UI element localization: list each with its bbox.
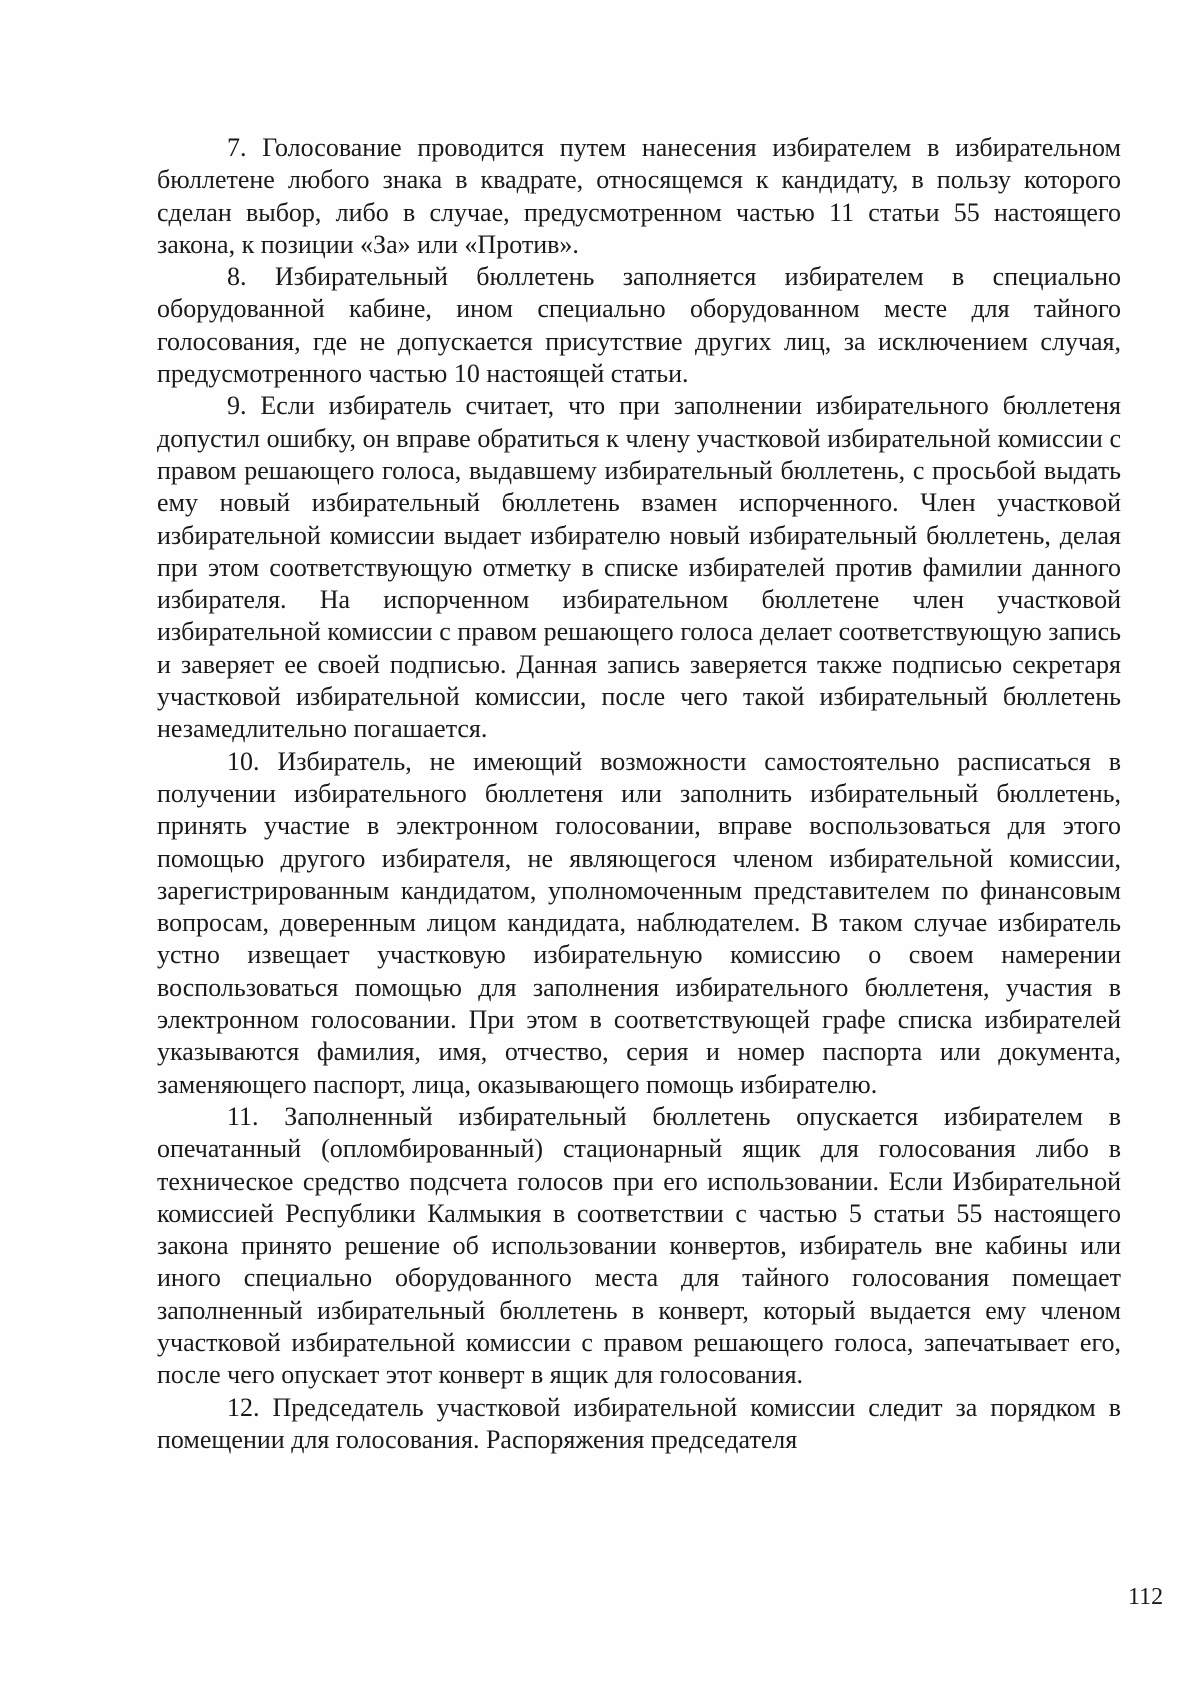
- paragraph-12: 12. Председатель участковой избирательной комиссии следит за порядком в помещении для голосования. Распоряжения председателя: [157, 1392, 1121, 1454]
- paragraph-9: 9. Если избиратель считает, что при заполнении избирательного бюллетеня допустил ошибку, он вправе обратиться к члену участковой избирательной комиссии с правом решающего голоса, выдавшему избирательный бюллетень, с просьбой выдать ему новый избирательный бюллетень взамен испорченного. Член участковой избирательной комиссии выдает избирателю новый избирательный бюллетень, делая при этом соответствующую отметку в списке избирателей против фамилии данного избирателя. На испорченном избирательном бюллетене член участковой избирательной комиссии с правом решающего голоса делает соответствующую запись и заверяет ее своей подписью. Данная запись заверяется также подписью секретаря участковой избирательной комиссии, после чего такой избирательный бюллетень незамедлительно погашается.: [157, 391, 1121, 744]
- paragraph-11: 11. Заполненный избирательный бюллетень опускается избирателем в опечатанный (опломбированный) стационарный ящик для голосования либо в техническое средство подсчета голосов при его использовании. Если Избирательной комиссией Республики Калмыкия в соответствии с частью 5 статьи 55 настоящего закона принято решение об использовании конвертов, избиратель вне кабины или иного специально оборудованного места для тайного голосования помещает заполненный избирательный бюллетень в конверт, который выдается ему членом участковой избирательной комиссии с правом решающего голоса, запечатывает его, после чего опускает этот конверт в ящик для голосования.: [157, 1101, 1121, 1390]
- paragraph-10: 10. Избиратель, не имеющий возможности самостоятельно расписаться в получении избирательного бюллетеня или заполнить избирательный бюллетень, принять участие в электронном голосовании, вправе воспользоваться для этого помощью другого избирателя, не являющегося членом избирательной комиссии, зарегистрированным кандидатом, уполномоченным представителем по финансовым вопросам, доверенным лицом кандидата, наблюдателем. В таком случае избиратель устно извещает участковую избирательную комиссию о своем намерении воспользоваться помощью для заполнения избирательного бюллетеня, участия в электронном голосовании. При этом в соответствующей графе списка избирателей указываются фамилия, имя, отчество, серия и номер паспорта или документа, заменяющего паспорт, лица, оказывающего помощь избирателю.: [157, 746, 1121, 1099]
- page-number: 112: [1128, 1584, 1164, 1610]
- document-body: [157, 132, 1121, 1456]
- paragraph-8: 8. Избирательный бюллетень заполняется избирателем в специально оборудованной кабине, ином специально оборудованном месте для тайного голосования, где не допускается присутствие других лиц, за исключением случая, предусмотренного частью 10 настоящей статьи.: [157, 262, 1121, 389]
- paragraph-7: 7. Голосование проводится путем нанесения избирателем в избирательном бюллетене любого знака в квадрате, относящемся к кандидату, в пользу которого сделан выбор, либо в случае, предусмотренном частью 11 статьи 55 настоящего закона, к позиции «За» или «Против».: [157, 133, 1121, 259]
